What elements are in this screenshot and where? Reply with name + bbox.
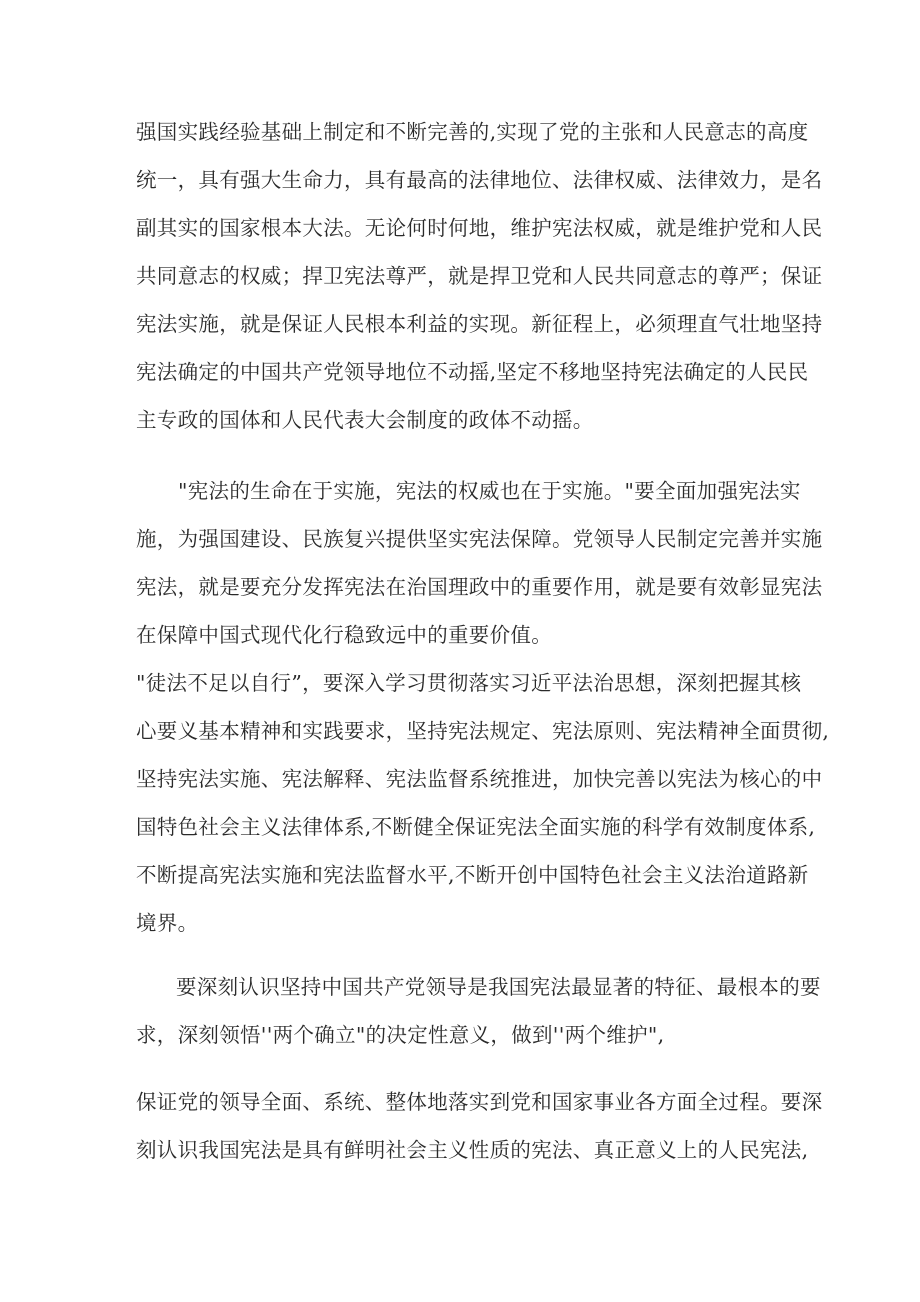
paragraph-3-line-6: 境界。 xyxy=(136,911,199,935)
paragraph-1-line-5: 宪法实施，就是保证人民根本利益的实现。新征程上，必须理直气壮地坚持 xyxy=(136,312,823,336)
paragraph-5-line-2: 刻认识我国宪法是具有鲜明社会主义性质的宪法、真正意义上的人民宪法, xyxy=(136,1138,809,1162)
paragraph-1-line-4: 共同意志的权威；捍卫宪法尊严，就是捍卫党和人民共同意志的尊严；保证 xyxy=(136,264,823,288)
paragraph-4-line-1: 要深刻认识坚持中国共产党领导是我国宪法最显著的特征、最根本的要 xyxy=(176,975,821,999)
paragraph-2-line-4: 在保障中国式现代化行稳致远中的重要价值。 xyxy=(136,623,552,647)
paragraph-4-line-2: 求，深刻领悟''两个确立"的决定性意义，做到''两个维护", xyxy=(136,1023,665,1047)
paragraph-3-line-4: 国特色社会主义法律体系,不断健全保证宪法全面实施的科学有效制度体系, xyxy=(136,815,816,839)
paragraph-5-line-1: 保证党的领导全面、系统、整体地落实到党和国家事业各方面全过程。要深 xyxy=(136,1090,823,1114)
paragraph-3-line-1: "徒法不足以自行”，要深入学习贯彻落实习近平法治思想，深刻把握其核 xyxy=(136,671,802,695)
paragraph-2-line-1: "宪法的生命在于实施，宪法的权威也在于实施。"要全面加强宪法实 xyxy=(178,479,801,503)
paragraph-1-line-3: 副其实的国家根本大法。无论何时何地，维护宪法权威，就是维护党和人民 xyxy=(136,216,823,240)
paragraph-1-line-7: 主专政的国体和人民代表大会制度的政体不动摇。 xyxy=(136,408,594,432)
paragraph-3-line-2: 心要义基本精神和实践要求，坚持宪法规定、宪法原则、宪法精神全面贯彻, xyxy=(136,719,830,743)
paragraph-1-line-6: 宪法确定的中国共产党领导地位不动摇,坚定不移地坚持宪法确定的人民民 xyxy=(136,360,809,384)
paragraph-3-line-3: 坚持宪法实施、宪法解释、宪法监督系统推进，加快完善以宪法为核心的中 xyxy=(136,767,823,791)
paragraph-1-line-2: 统一，具有强大生命力，具有最高的法律地位、法律权威、法律效力，是名 xyxy=(136,168,823,192)
paragraph-1-line-1: 强国实践经验基础上制定和不断完善的,实现了党的主张和人民意志的高度 xyxy=(136,120,809,144)
paragraph-2-line-2: 施，为强国建设、民族复兴提供坚实宪法保障。党领导人民制定完善并实施 xyxy=(136,527,823,551)
paragraph-3-line-5: 不断提高宪法实施和宪法监督水平,不断开创中国特色社会主义法治道路新 xyxy=(136,863,809,887)
paragraph-2-line-3: 宪法，就是要充分发挥宪法在治国理政中的重要作用，就是要有效彰显宪法 xyxy=(136,575,823,599)
